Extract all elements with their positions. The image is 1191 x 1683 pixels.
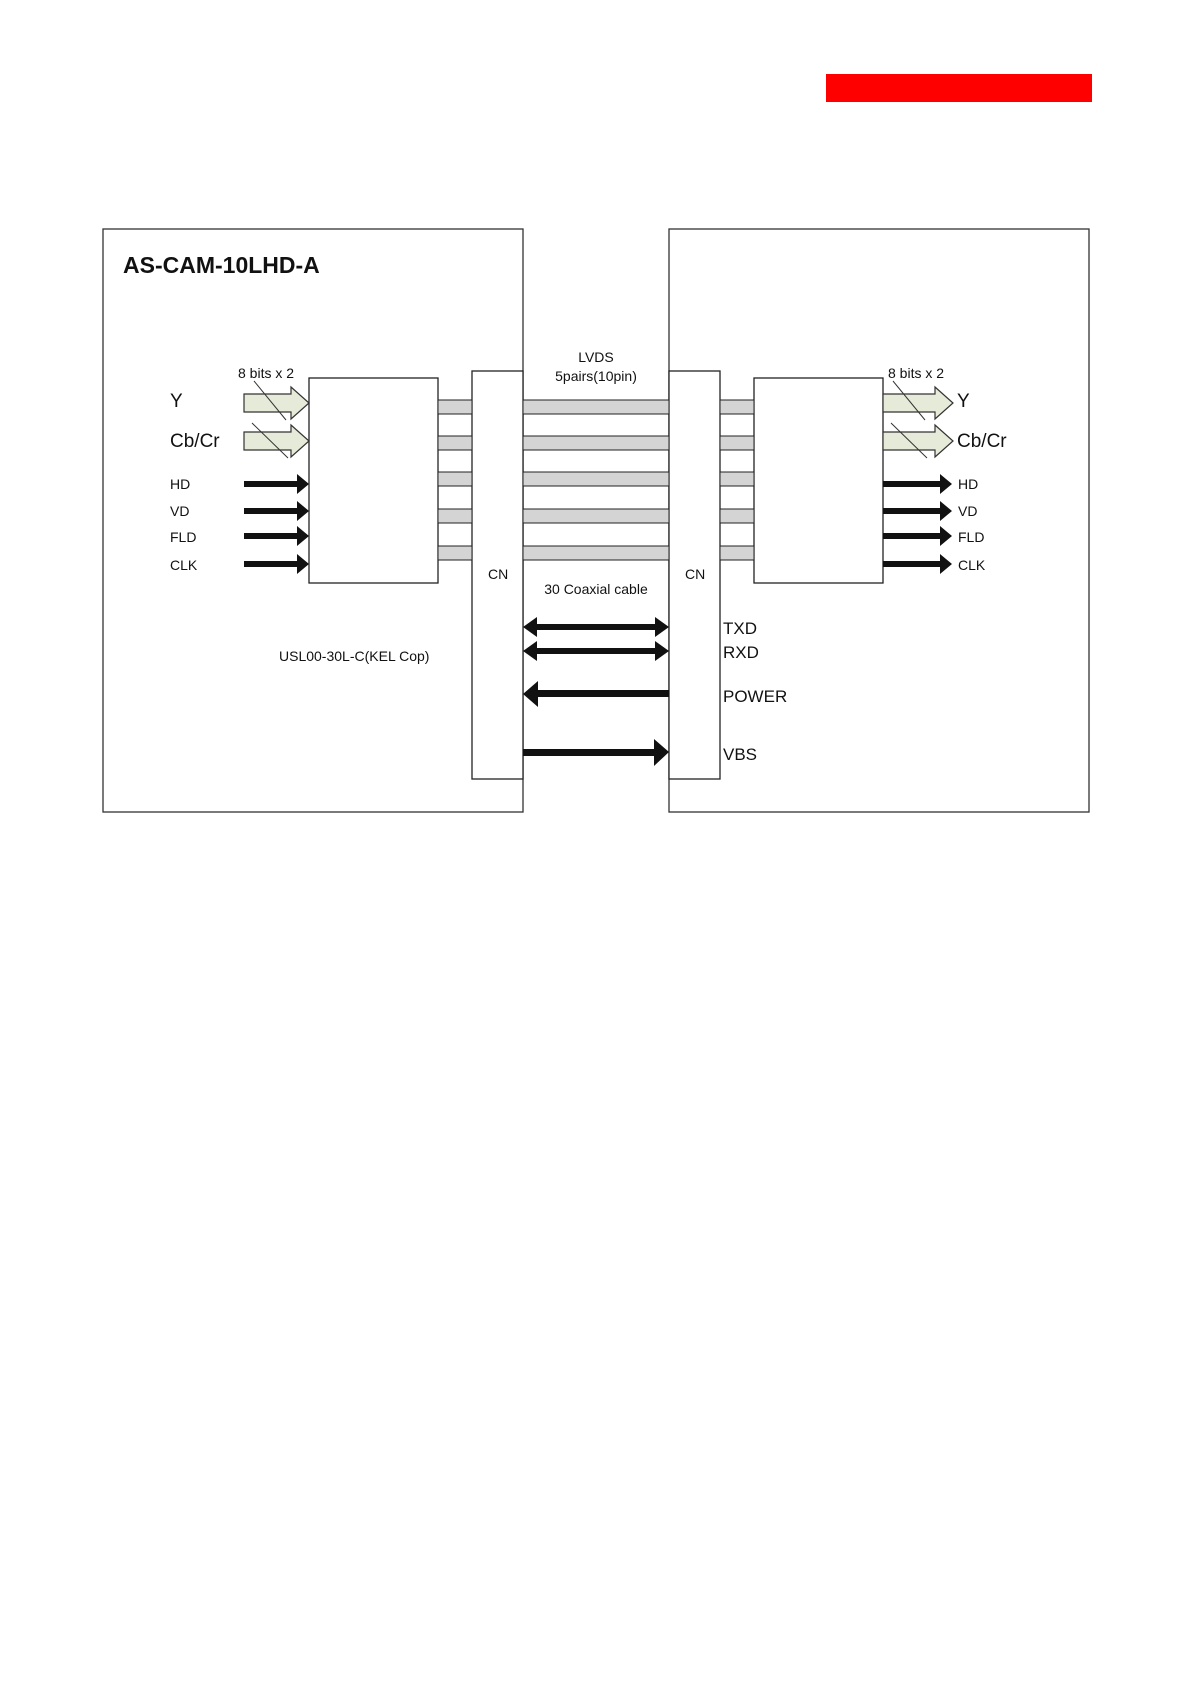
right-bus-width-label: 8 bits x 2: [888, 365, 945, 381]
lvds-cable-3: [523, 472, 669, 486]
right-video-label-cbcr: Cb/Cr: [957, 431, 1007, 452]
right-clk-output-arrow: [883, 554, 952, 574]
header-red-bar: [826, 74, 1092, 102]
connector-part-label: USL00-30L-C(KEL Cop): [279, 648, 430, 664]
lvds-cable-1: [523, 400, 669, 414]
cable-signal-txd: TXD: [723, 619, 757, 638]
right-sync-label-vd: VD: [958, 503, 978, 519]
left-clk-input-arrow: [244, 554, 309, 574]
right-video-label-y: Y: [957, 391, 970, 412]
right-sync-label-fld: FLD: [958, 529, 985, 545]
left-sync-label-hd: HD: [170, 476, 191, 492]
power-arrow: [523, 681, 669, 707]
left-video-label-cbcr: Cb/Cr: [170, 431, 220, 452]
lvds-cable-5: [523, 546, 669, 560]
right-sync-label-clk: CLK: [958, 557, 986, 573]
cable-signal-power: POWER: [723, 687, 788, 706]
lvds-stub-left-2: [438, 436, 472, 450]
left-module-title: AS-CAM-10LHD-A: [123, 252, 320, 278]
cable-signal-rxd: RXD: [723, 643, 759, 662]
lvds-stub-right-1: [720, 400, 754, 414]
left-bus-width-label: 8 bits x 2: [238, 365, 295, 381]
right-hd-output-arrow: [883, 474, 952, 494]
right-processing-block: [754, 378, 883, 583]
lvds-cable-2: [523, 436, 669, 450]
right-fld-output-arrow: [883, 526, 952, 546]
right-connector-label: CN: [685, 566, 706, 582]
lvds-stub-left-4: [438, 509, 472, 523]
cable-signal-vbs: VBS: [723, 745, 758, 764]
left-y-input-arrow: [244, 387, 309, 419]
lvds-stub-right-5: [720, 546, 754, 560]
txd-bidirectional-arrow: [523, 617, 669, 637]
right-cbcr-output-arrow: [883, 425, 953, 457]
coaxial-cable-label: 30 Coaxial cable: [544, 581, 648, 597]
lvds-label: LVDS: [578, 349, 614, 365]
lvds-stub-right-4: [720, 509, 754, 523]
vbs-arrow: [523, 739, 669, 766]
left-processing-block: [309, 378, 438, 583]
lvds-cable-4: [523, 509, 669, 523]
left-sync-label-vd: VD: [170, 503, 190, 519]
right-vd-output-arrow: [883, 501, 952, 521]
lvds-pairs-label: 5pairs(10pin): [555, 368, 637, 384]
left-video-label-y: Y: [170, 391, 183, 412]
lvds-stub-right-3: [720, 472, 754, 486]
left-sync-label-fld: FLD: [170, 529, 197, 545]
left-hd-input-arrow: [244, 474, 309, 494]
left-vd-input-arrow: [244, 501, 309, 521]
left-sync-label-clk: CLK: [170, 557, 198, 573]
left-cbcr-input-arrow: [244, 425, 309, 457]
lvds-stub-right-2: [720, 436, 754, 450]
right-y-output-arrow: [883, 387, 953, 419]
right-sync-label-hd: HD: [958, 476, 979, 492]
lvds-stub-left-3: [438, 472, 472, 486]
left-connector-label: CN: [488, 566, 509, 582]
lvds-stub-left-5: [438, 546, 472, 560]
left-fld-input-arrow: [244, 526, 309, 546]
rxd-bidirectional-arrow: [523, 641, 669, 661]
lvds-stub-left-1: [438, 400, 472, 414]
